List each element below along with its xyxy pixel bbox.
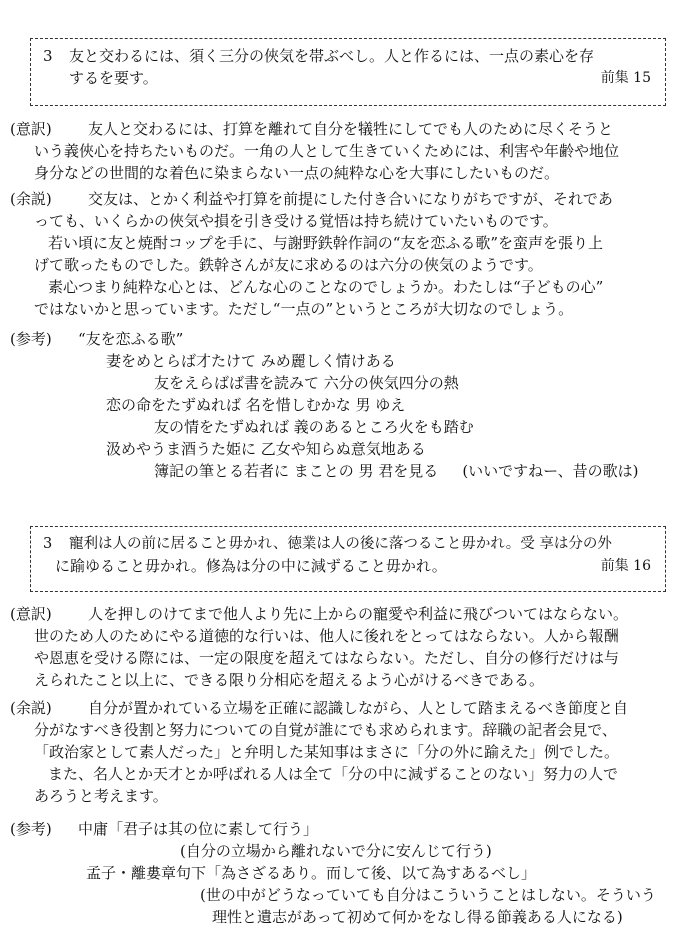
quote-text: 寵利は人の前に居ること毋かれ、徳業は人の後に落つること毋かれ。受 享は分の外 xyxy=(69,536,612,552)
reference-section xyxy=(10,328,690,482)
text-line: や恩恵を受ける際には、一定の限度を超えてはならない。ただし、自分の修行だけは与 xyxy=(34,649,620,667)
quote-line xyxy=(43,533,653,555)
text-line: げて歌ったものでした。鉄幹さんが友に求めるのは六分の俠気のようです。 xyxy=(34,256,543,274)
item-number: 3 xyxy=(43,47,53,65)
section-tag: (参考) xyxy=(10,330,52,348)
text-line: 友人と交わるには、打算を離れて自分を犠牲にしてでも人のために尽くそうと xyxy=(88,120,614,138)
text-line: いう義俠心を持ちたいものだ。一角の人として生きていくためには、利害や年齢や地位 xyxy=(34,142,620,160)
quote-text: するを要す。 xyxy=(69,69,158,87)
text-line: 分がなすべき役割と努力についての自覚が誰にでも求められます。辞職の記者会見で、 xyxy=(34,721,617,739)
text-line: 世のため人のためにやる道徳的な行いは、他人に後れをとってはならない。人から報酬 xyxy=(34,627,619,645)
quote-text: 友と交わるには、須く三分の俠気を帯ぶべし。人と作るには、一点の素心を存 xyxy=(69,47,595,65)
poem-line: 友の情をたずぬれば 義のあるところ火をも踏む xyxy=(154,418,474,436)
source-ref: 前集 16 xyxy=(600,558,651,574)
text-line: また、名人とか天才とか呼ばれる人は全て「分の中に減ずることのない」努力の人で xyxy=(48,765,619,783)
reference-line: 理性と遺志があって初めて何かをなし得る節義ある人になる) xyxy=(212,908,623,926)
text-line: 人を押しのけてまで他人より先に上からの寵愛や利益に飛びついてはならない。 xyxy=(88,605,629,623)
poem-line: 簿記の筆とる若者に まことの 男 君を見る xyxy=(154,462,439,480)
section-tag: (意訳) xyxy=(10,605,52,623)
quote-box-15 xyxy=(30,38,666,106)
poem-line: 汲めやうま酒うた姫に 乙女や知らぬ意気地ある xyxy=(106,440,426,458)
reference-line: 孟子・離婁章句下「為さざるあり。而して後、以て為すあるべし」 xyxy=(86,864,537,882)
text-line: 若い頃に友と焼酎コップを手に、与謝野鉄幹作詞の“友を恋ふる歌”を蛮声を張り上 xyxy=(48,234,604,252)
reference-line: 中庸「君子は其の位に素して行う」 xyxy=(78,820,319,838)
section-tag: (参考) xyxy=(10,820,52,838)
quote-box-16 xyxy=(30,526,666,592)
quote-line xyxy=(43,45,653,67)
quote-text: に踰ゆること毋かれ。修為は分の中に減ずること毋かれ。 xyxy=(55,557,447,575)
poem-note: (いいですねー、昔の歌は) xyxy=(462,462,639,480)
text-line: 交友は、とかく利益や打算を前提にした付き合いになりがちですが、それであ xyxy=(88,190,613,208)
quote-line xyxy=(43,555,653,577)
source-ref: 前集 15 xyxy=(600,70,651,86)
text-line: えられたこと以上に、できる限り分相応を超えるよう心がけるべきである。 xyxy=(34,671,545,689)
poem-title: “友を恋ふる歌” xyxy=(78,330,184,348)
poem-line: 妻をめとらば才たけて みめ麗しく情けある xyxy=(106,352,396,370)
translation-section xyxy=(10,118,690,184)
quote-line xyxy=(43,67,653,89)
poem-line: 恋の命をたずぬれば 名を惜しむかな 男 ゆえ xyxy=(106,396,406,414)
poem-line: 友をえらばば書を読みて 六分の俠気四分の熱 xyxy=(154,374,459,392)
translation-section xyxy=(10,603,690,691)
text-line: っても、いくらかの俠気や損を引き受ける覚悟は持ち続けていたいものです。 xyxy=(34,212,558,230)
text-line: 「政治家として素人だった」と弁明した某知事はまさに「分の外に踰えた」例でした。 xyxy=(34,743,620,761)
text-line: 素心つまり純粋な心とは、どんな心のことなのでしょうか。わたしは“子どもの心” xyxy=(48,278,604,296)
commentary-section xyxy=(10,188,690,320)
section-tag: (意訳) xyxy=(10,120,52,138)
text-line: 自分が置かれている立場を正確に認識しながら、人として踏まえるべき節度と自 xyxy=(88,699,629,717)
item-number: 3 xyxy=(43,536,53,552)
text-line: ではないかと思っています。ただし“一点の”というところが大切なのでしょう。 xyxy=(34,300,574,318)
reference-line: (自分の立場から離れないで分に安んじて行う) xyxy=(180,842,492,860)
reference-line: (世の中がどうなっていても自分はこういうことはしない。そういう xyxy=(200,886,656,904)
reference-section xyxy=(10,818,690,928)
section-tag: (余説) xyxy=(10,699,52,717)
text-line: 身分などの世間的な着色に染まらない一点の純粋な心を大事にしたいものだ。 xyxy=(34,164,560,182)
commentary-section xyxy=(10,697,690,807)
section-tag: (余説) xyxy=(10,190,52,208)
text-line: あろうと考えます。 xyxy=(34,787,168,805)
